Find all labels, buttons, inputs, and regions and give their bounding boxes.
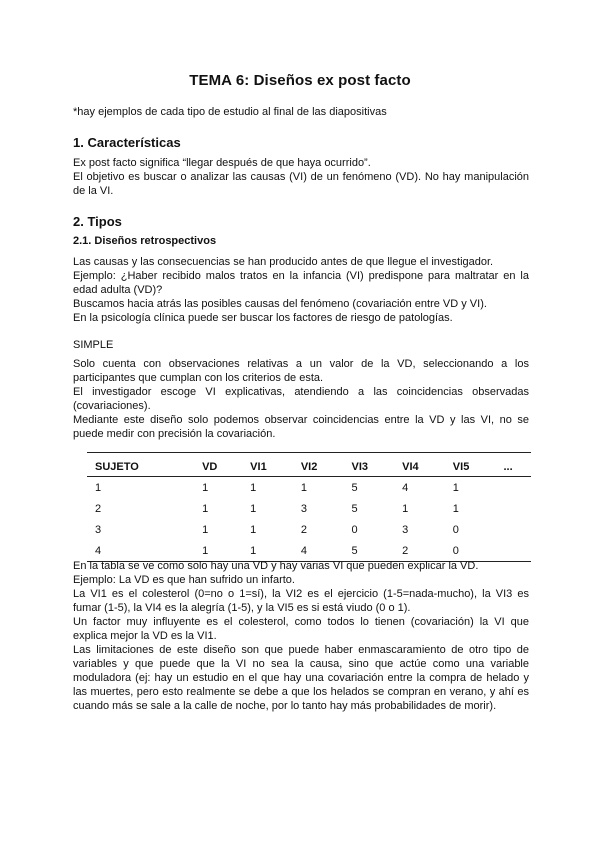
table-cell: 1 <box>452 502 459 515</box>
table-cell: 1 <box>300 481 307 494</box>
table-cell: 5 <box>351 481 358 494</box>
table-cell: 1 <box>95 481 102 494</box>
text-line: El objetivo es buscar o analizar las causas (VI) de un fenómeno (VD). No hay manipulación <box>73 171 529 183</box>
table-cell <box>495 477 531 499</box>
table-cell: 0 <box>351 523 358 536</box>
text-line: variables y que puede que la VI no sea la causa, sino que actúe como una variable <box>73 658 529 670</box>
section-heading-caracteristicas: 1. Características <box>73 135 181 150</box>
table-cell: 4 <box>87 540 194 562</box>
text-line: Las causas y las consecuencias se han producido antes de que llegue el investigador. <box>73 256 494 268</box>
text-line: Las limitaciones de este diseño son que puede haber enmascaramiento de otro tipo de <box>73 644 529 656</box>
table-cell: 2 <box>394 540 445 562</box>
table-header-cell: SUJETO <box>87 453 194 477</box>
section-heading-tipos: 2. Tipos <box>73 214 122 229</box>
table-cell: 1 <box>452 481 459 494</box>
text-line: cuando más se sale a la calle de noche, por lo tanto hay más probabilidades de morir). <box>73 700 497 712</box>
table-cell: 1 <box>202 481 209 494</box>
table-header-cell: ... <box>495 453 531 477</box>
text-line: edad adulta (VD)? <box>73 284 163 296</box>
page-title: TEMA 6: Diseños ex post facto <box>189 72 411 89</box>
table-cell <box>495 498 531 519</box>
table-header-row <box>87 453 531 477</box>
table-cell: 3 <box>402 523 409 536</box>
subsection-heading-retrospectivos: 2.1. Diseños retrospectivos <box>73 235 217 247</box>
text-line: Solo cuenta con observaciones relativas a un valor de la VD, seleccionando a los <box>73 358 529 370</box>
note-line: *hay ejemplos de cada tipo de estudio al final de las diapositivas <box>73 106 387 118</box>
table-cell: 1 <box>250 502 257 515</box>
table-cell: 1 <box>202 523 209 536</box>
table-row <box>87 477 531 499</box>
table-cell: 5 <box>343 540 394 562</box>
table-cell: 3 <box>300 502 307 515</box>
text-line: Ejemplo: La VD es que han sufrido un infarto. <box>73 574 295 586</box>
text-line: moduladora (ej: hay un estudio en el que hay una covariación entre la compra de helado y <box>73 672 529 684</box>
table-cell: 1 <box>202 502 209 515</box>
text-line: El investigador escoge VI explicativas, atendiendo a las coincidencias observadas <box>73 386 529 398</box>
table-cell: 2 <box>95 502 102 515</box>
table-header-cell: VI1 <box>242 453 293 477</box>
table-row <box>87 498 531 519</box>
text-line: explica mejor la VD es la VI1. <box>73 630 217 642</box>
text-line: participantes que cumplan con los criterios de esta. <box>73 372 324 384</box>
table-cell: 5 <box>351 502 358 515</box>
text-line: La VI1 es el colesterol (0=no o 1=sí), la VI2 es el ejercicio (1-5=nada-mucho), la VI3 es <box>73 588 529 600</box>
simple-label: SIMPLE <box>73 339 114 351</box>
table-header-cell: VD <box>194 453 242 477</box>
text-line: Ejemplo: ¿Haber recibido malos tratos en la infancia (VI) predispone para maltratar en la <box>73 270 529 282</box>
table-cell: 0 <box>452 523 459 536</box>
table-header-cell: VI3 <box>343 453 394 477</box>
data-table <box>87 452 531 562</box>
table-row <box>87 519 531 540</box>
table-cell: 0 <box>445 540 496 562</box>
table-cell <box>495 519 531 540</box>
text-line: de la VI. <box>73 185 114 197</box>
text-line: En la psicología clínica puede ser buscar los factores de riesgo de patologías. <box>73 312 453 324</box>
text-line: En la tabla se ve como solo hay una VD y hay varias VI que pueden explicar la VD. <box>73 560 479 572</box>
table-header-cell: VI4 <box>394 453 445 477</box>
table-header-cell: VI5 <box>445 453 496 477</box>
text-line: las muertes, pero esto realmente se debe a que los helados se compran en verano, y ahí es <box>73 686 529 698</box>
table-header-cell: VI2 <box>293 453 344 477</box>
text-line: Buscamos hacia atrás las posibles causas del fenómeno (covariación entre VD y VI). <box>73 298 487 310</box>
text-line: Un factor muy influyente es el colesterol, como todos lo tienen (covariación) la VI que <box>73 616 529 628</box>
text-line: (covariaciones). <box>73 400 151 412</box>
table-cell: 1 <box>242 540 293 562</box>
table-cell: 4 <box>402 481 409 494</box>
table-cell: 2 <box>300 523 307 536</box>
table-cell: 1 <box>250 481 257 494</box>
table-cell: 3 <box>95 523 102 536</box>
text-line: puede medir con precisión la covariación. <box>73 428 276 440</box>
table-cell: 1 <box>250 523 257 536</box>
text-line: fumar (1-5), la VI4 es la alegría (1-5), y la VI5 es si está viudo (0 o 1). <box>73 602 411 614</box>
text-line: Mediante este diseño solo podemos observar coincidencias entre la VD y las VI, no se <box>73 414 529 426</box>
text-line: Ex post facto significa “llegar después de que haya ocurrido”. <box>73 157 371 169</box>
table-cell: 4 <box>293 540 344 562</box>
table-cell: 1 <box>402 502 409 515</box>
table-cell: 1 <box>194 540 242 562</box>
